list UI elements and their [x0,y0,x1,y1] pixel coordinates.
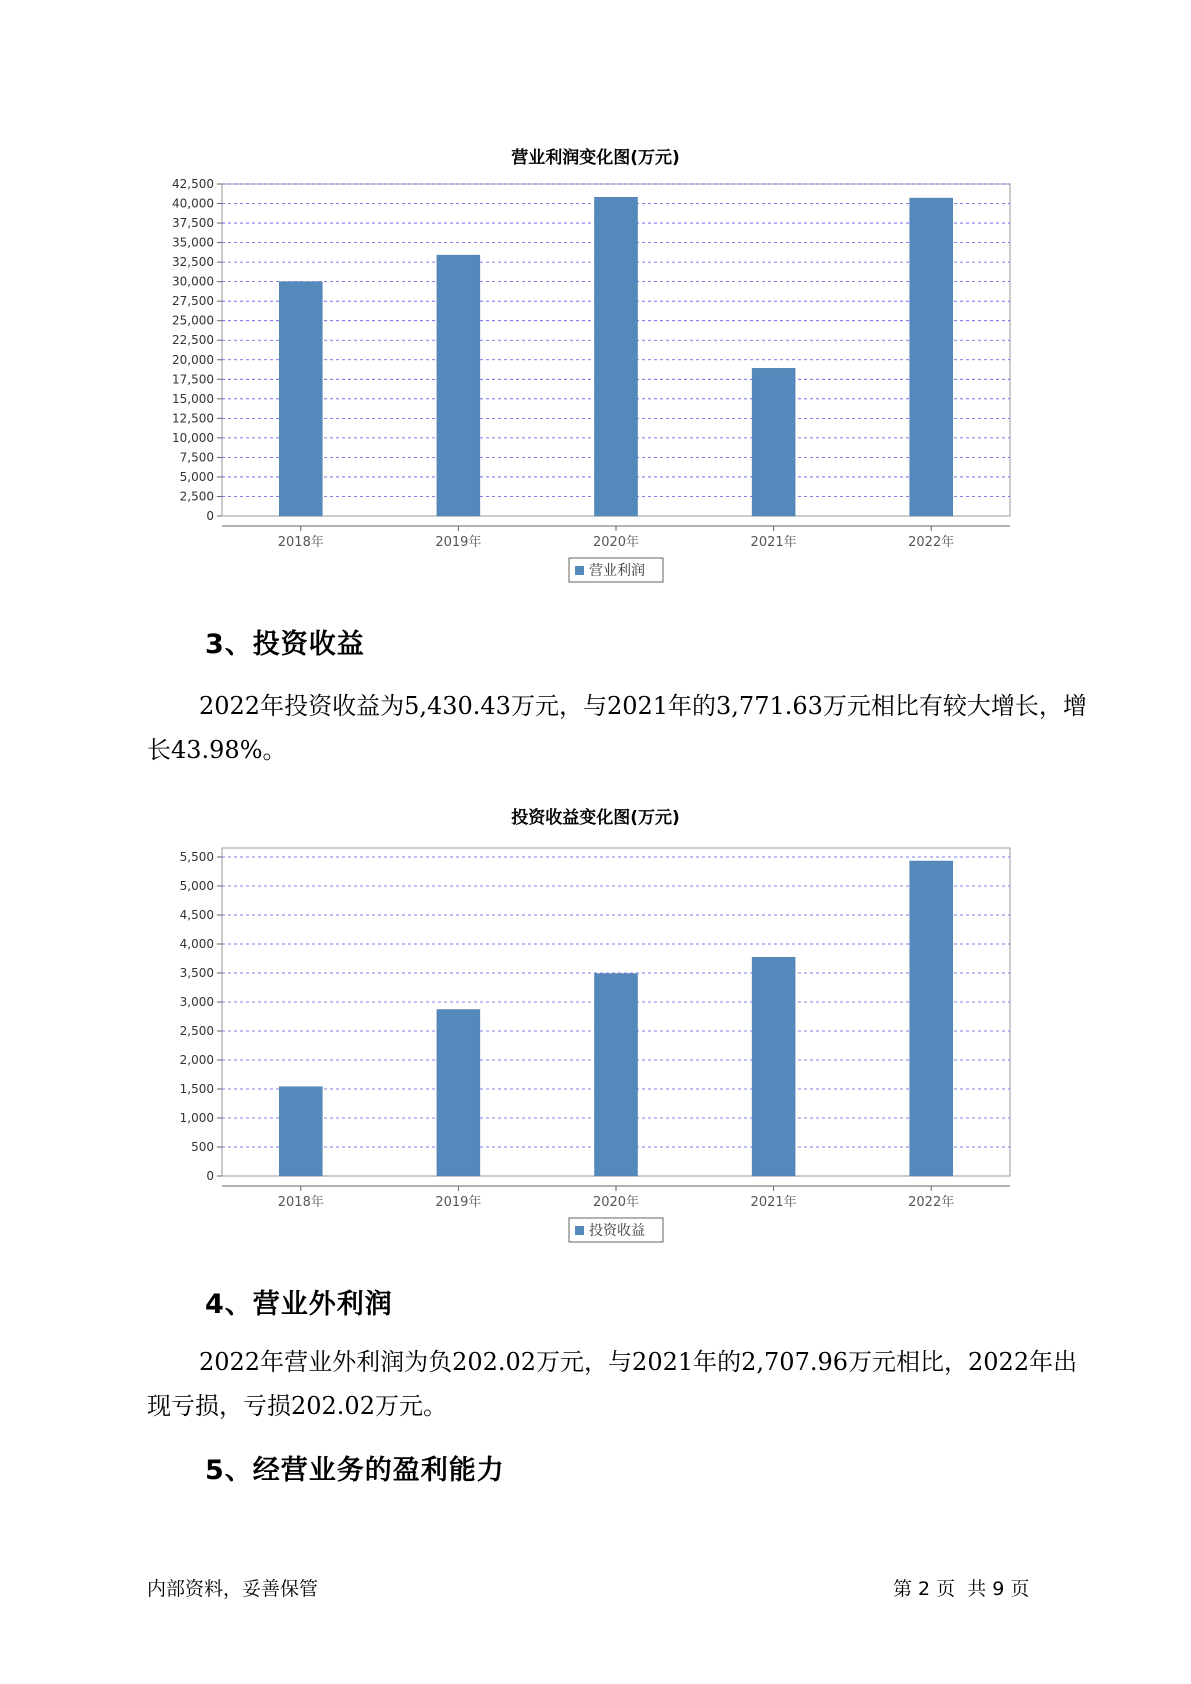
y-tick-label: 10,000 [172,430,214,445]
operating-profit-chart [0,170,1191,590]
y-tick-label: 0 [206,509,214,523]
x-tick-label: 2021年 [750,1195,797,1210]
bar [910,861,953,1176]
footer-confidential: 内部资料，妥善保管 [147,1578,319,1600]
y-tick-label: 20,000 [172,352,214,367]
y-tick-label: 25,000 [172,313,214,328]
y-tick-label: 42,500 [172,177,214,191]
legend-swatch [575,1226,584,1235]
y-tick-label: 3,000 [179,995,214,1009]
chart-title-operating-profit: 营业利润变化图(万元) [511,148,680,168]
y-tick-label: 3,500 [179,966,214,980]
legend [569,558,663,582]
bar [279,282,322,516]
x-tick-label: 2019年 [435,1195,482,1210]
x-tick-label: 2022年 [908,535,955,550]
y-tick-label: 2,500 [179,1024,214,1038]
x-tick-label: 2020年 [592,535,640,550]
y-tick-label: 30,000 [172,274,214,289]
y-tick-label: 4,500 [179,908,214,922]
chart-title-investment-income: 投资收益变化图(万元) [511,808,680,828]
bar [437,255,480,516]
y-tick-label: 500 [191,1140,214,1154]
legend-label: 营业利润 [589,563,645,579]
y-tick-label: 12,500 [172,411,214,426]
y-tick-label: 4,000 [179,937,214,951]
legend [569,1218,663,1242]
y-tick-label: 17,500 [172,372,214,387]
bar [595,197,638,516]
y-tick-label: 1,500 [179,1082,214,1096]
bar [752,957,795,1176]
section-3-heading: 3、投资收益 [205,629,365,660]
y-tick-label: 27,500 [172,294,214,309]
section-5-heading: 5、经营业务的盈利能力 [205,1455,505,1486]
legend-label: 投资收益 [589,1223,645,1239]
x-tick-label: 2020年 [592,1195,640,1210]
y-tick-label: 22,500 [172,333,214,348]
y-tick-label: 7,500 [179,450,214,465]
y-tick-label: 15,000 [172,391,214,406]
x-tick-label: 2018年 [277,1195,324,1210]
bar [752,368,795,516]
section-3-paragraph: 2022年投资收益为5,430.43万元，与2021年的3,771.63万元相比有较大增长，增长43.98%。 [147,692,1087,764]
section-4-paragraph: 2022年营业外利润为负202.02万元，与2021年的2,707.96万元相比，2022年出现亏损，亏损202.02万元。 [147,1348,1078,1420]
bar [437,1010,480,1176]
bar [279,1087,322,1176]
y-tick-label: 5,500 [179,850,214,864]
y-tick-label: 5,000 [179,879,214,893]
y-tick-label: 2,000 [179,1053,214,1067]
x-tick-label: 2018年 [277,535,324,550]
y-tick-label: 2,500 [179,489,214,504]
y-tick-label: 5,000 [179,469,214,484]
y-tick-label: 0 [206,1169,214,1183]
footer-page-number: 第 2 页 共 9 页 [893,1578,1030,1600]
y-tick-label: 1,000 [179,1111,214,1125]
y-tick-label: 32,500 [172,255,214,270]
y-tick-label: 37,500 [172,216,214,231]
section-4-heading: 4、营业外利润 [205,1289,393,1320]
x-tick-label: 2019年 [435,535,482,550]
y-tick-label: 35,000 [172,235,214,250]
x-tick-label: 2022年 [908,1195,955,1210]
bar [595,974,638,1176]
legend-swatch [575,566,584,575]
investment-income-chart [0,830,1191,1250]
bar [910,198,953,516]
x-tick-label: 2021年 [750,535,797,550]
y-tick-label: 40,000 [172,196,214,211]
